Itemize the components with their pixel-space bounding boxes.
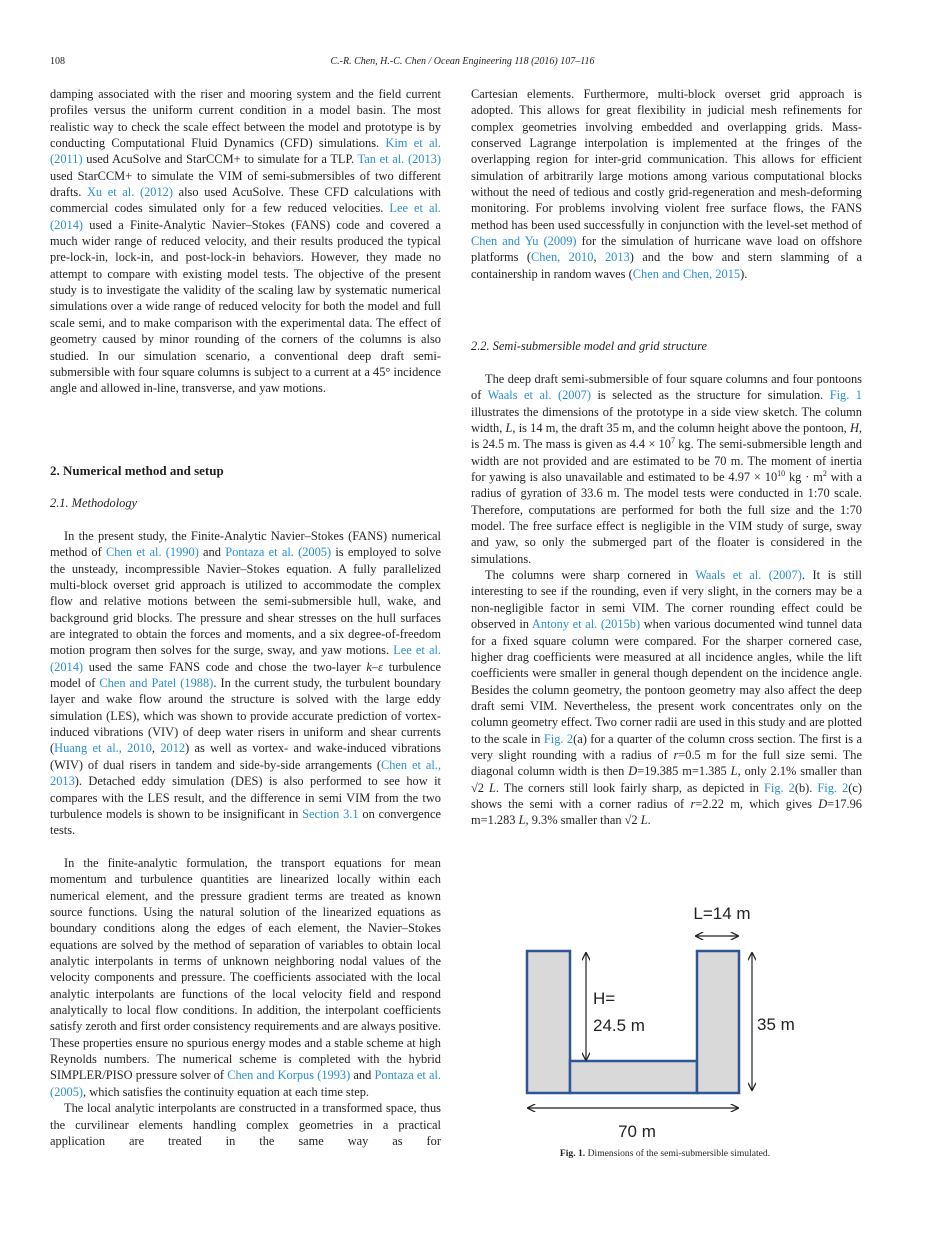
- left-column-methodology: [50, 528, 441, 839]
- math-symbol: r: [673, 747, 679, 762]
- citation-link[interactable]: Chen and Chen, 2015: [632, 266, 741, 281]
- citation-link[interactable]: Fig. 2: [543, 731, 574, 746]
- citation-link[interactable]: Chen and Korpus (1993): [227, 1068, 351, 1083]
- right-column-model: [471, 371, 862, 829]
- citation-link[interactable]: Chen et al., 2013: [50, 757, 441, 789]
- math-symbol: H: [849, 421, 859, 436]
- page-number: 108: [50, 56, 65, 67]
- citation-link[interactable]: Pontaza et al. (2005): [225, 545, 332, 560]
- citation-link[interactable]: Lee et al. (2014): [50, 201, 441, 232]
- figure-1-diagram: [500, 895, 830, 1145]
- right-column-intro: [471, 86, 862, 282]
- running-title: C.-R. Chen, H.-C. Chen / Ocean Engineering 118 (2016) 107–116: [330, 56, 595, 67]
- label-length: 70 m: [618, 1122, 656, 1141]
- math-symbol: r: [690, 796, 696, 811]
- citation-link[interactable]: Lee et al. (2014): [50, 643, 441, 674]
- paragraph: In the present study, the Finite-Analytic Navier–Stokes (FANS) numerical method of Chen et al. (1990) and Pontaza et al. (2005) is employed to solve the unsteady, incompressible Navier–Stokes equation. A fully parallelized multi-block overset grid approach is utilized to accommodate the complex flow and relative motions between the semi-submersible hull, wake, and background grid blocks. The pressure and shear stresses on the hull surfaces are integrated to obtain the forces and moments, and a six degree-of-freedom motion program then solves for the surge, sway, and yaw motions. Lee et al. (2014) used the same FANS code and chose the two-layer k–ε turbulence model of Chen and Patel (1988). In the current study, the turbulent boundary layer and wake flow around the structure is solved with the large eddy simulation (LES), which was shown to provide accurate prediction of vortex-induced vibrations (VIV) of deep water risers in uniform and shear currents (Huang et al., 2010, 2012) as well as vortex- and wake-induced vibrations (WIV) of dual risers in tandem and side-by-side arrangements (Chen et al., 2013). Detached eddy simulation (DES) is also performed to see how it compares with the LES result, and the difference in semi VIM from the two turbulence models is shown to be insignificant in Section 3.1 on convergence tests.: [50, 529, 441, 838]
- figure-caption: [500, 1148, 830, 1159]
- citation-link[interactable]: Chen et al. (1990): [105, 545, 199, 560]
- citation-link[interactable]: 2013: [604, 250, 630, 265]
- math-symbol: L: [518, 813, 526, 828]
- right-column-shape: [697, 951, 739, 1093]
- citation-link[interactable]: Huang et al., 2010: [54, 741, 152, 756]
- citation-link[interactable]: Section 3.1: [302, 806, 359, 821]
- math-symbol: D: [818, 796, 828, 811]
- citation-link[interactable]: Waals et al. (2007): [487, 388, 591, 403]
- pontoon-shape: [570, 1061, 697, 1093]
- citation-link[interactable]: Xu et al. (2012): [86, 185, 173, 200]
- label-height-1: H=: [593, 989, 616, 1008]
- caption-text: Dimensions of the semi-submersible simulated.: [585, 1148, 771, 1159]
- paragraph: damping associated with the riser and mooring system and the field current profiles versus the uniform current condition in a model basin. The most realistic way to check the scale effect between the model and prototype is by conducting Computational Fluid Dynamics (CFD) simulations. Kim et al. (2011) used AcuSolve and StarCCM+ to simulate for a TLP. Tan et al. (2013) used StarCCM+ to simulate the VIM of semi-submersibles of two different drafts. Xu et al. (2012) also used AcuSolve. These CFD calculations with commercial codes simulated only for a few reduced velocities. Lee et al. (2014) used a Finite-Analytic Navier–Stokes (FANS) code and covered a much wider range of reduced velocity, and their results produced the typical pre-lock-in, lock-in, and post-lock-in behaviors. However, they made no attempt to compare with existing model tests. The objective of the present study is to investigate the validity of the scaling law by systematic numerical simulations over a wide range of reduced velocity for both the model and full scale semi, and to make comparison with the experimental data. The effect of geometry caused by minor rounding of the corners of the columns is also studied. In our simulation scenario, a conventional deep draft semi-submersible with four square columns is subject to a current at a 45° incidence angle and allowed in-line, transverse, and yaw motions.: [50, 87, 441, 396]
- subsection-heading: 2.2. Semi-submersible model and grid structure: [471, 339, 707, 353]
- label-height-2: 24.5 m: [593, 1016, 645, 1035]
- superscript: 2: [822, 468, 827, 478]
- superscript: 7: [670, 436, 675, 446]
- citation-link[interactable]: Chen, 2010: [531, 250, 594, 265]
- citation-link[interactable]: Pontaza et al. (2005): [50, 1068, 442, 1099]
- math-symbol: L: [505, 421, 513, 436]
- left-column-shape: [527, 951, 570, 1093]
- citation-link[interactable]: Chen and Patel (1988): [99, 676, 214, 691]
- paragraph: In the finite-analytic formulation, the transport equations for mean momentum and turbulence quantities are linearized locally within each numerical element, and the pressure gradient terms are treated as known source functions. Using the natural solution of the linearized equations as boundary conditions along the edges of each element, the Navier–Stokes equations are solved by the method of separation of variables to obtain local analytic interpolants in terms of unknown neighboring nodal values of the velocity components and pressure. The coefficients associated with the local analytic interpolants are functions of the local velocity field and respond analytically to local flow conditions. In addition, the interpolant coefficients satisfy zeroth and first order consistency requirements and are always positive. These properties ensure no spurious energy modes and a stable scheme at high Reynolds numbers. The numerical scheme is completed with the hybrid SIMPLER/PISO pressure solver of Chen and Korpus (1993) and Pontaza et al. (2005), which satisfies the continuity equation at each time step.: [50, 856, 442, 1099]
- label-column-width: L=14 m: [693, 904, 751, 923]
- math-symbol: D: [628, 764, 638, 779]
- left-column-intro: [50, 86, 441, 397]
- subsection-heading: 2.1. Methodology: [50, 496, 138, 510]
- paragraph: The deep draft semi-submersible of four square columns and four pontoons of Waals et al. (2007) is selected as the structure for simulation. Fig. 1 illustrates the dimensions of the prototype in a side view sketch. The column width, L, is 14 m, the draft 35 m, and the column height above the pontoon, H, is 24.5 m. The mass is given as $4.4 \times 10^7$ kg. The semi-submersible length and width are not provided and are estimated to be 70 m. The moment of inertia for yawing is also unavailable and estimated to be $4.97 \times 10^{10}$ kg · $m^2$ with a radius of gyration of 33.6 m. The model tests were conducted in 1:70 scale. Therefore, computations are performed for both the full size and the 1:70 model. The free surface effect is negligible in the VIM study of surge, sway and yaw, so only the submerged part of the floater is considered in the simulations.: [471, 372, 862, 566]
- caption-label: Fig. 1.: [559, 1148, 586, 1159]
- paragraph: The local analytic interpolants are constructed in a transformed space, thus the curvilinear elements handling complex geometries in a practical application are treated in the same way as for: [50, 1101, 441, 1148]
- section-heading: 2. Numerical method and setup: [50, 463, 224, 478]
- left-column-formulation: [50, 855, 441, 1149]
- citation-link[interactable]: Kim et al. (2011): [50, 136, 441, 167]
- citation-link[interactable]: Antony et al. (2015b): [531, 617, 641, 632]
- citation-link[interactable]: Fig. 2: [763, 780, 795, 795]
- math-symbol: k–ε: [366, 659, 383, 674]
- paragraph: The columns were sharp cornered in Waals et al. (2007). It is still interesting to see if the rounding, even if very slight, in the corners may be a non-negligible factor in semi VIM. The corner rounding effect could be observed in Antony et al. (2015b) when various documented wind tunnel data for a fixed square column were compared. For the sharper cornered case, higher drag coefficients were measured at all incidence angles, while the lift coefficients were smaller in general though dependent on the incidence angle. Besides the column geometry, the pontoon geometry may also affect the deep draft semi VIM. Nevertheless, the present work concentrates only on the column geometry effect. Two corner radii are used in this study and are plotted to the scale in Fig. 2(a) for a quarter of the column cross section. The first is a very slight rounding with a radius of r=0.5 m for the full size semi. The diagonal column width is then D=19.385 m=1.385 L, only 2.1% smaller than √2 L. The corners still look fairly sharp, as depicted in Fig. 2(b). Fig. 2(c) shows the semi with a corner radius of r=2.22 m, which gives D=17.96 m=1.283 L, 9.3% smaller than √2 L.: [471, 568, 863, 828]
- citation-link[interactable]: Fig. 1: [829, 388, 862, 403]
- citation-link[interactable]: Tan et al. (2013): [357, 152, 441, 167]
- paragraph: Cartesian elements. Furthermore, multi-block overset grid approach is adopted. This allows for great flexibility in judicial mesh refinements for complex geometries involving embedded and overlapping grids. Mass-conserved Lagrange interpolation is implemented at the fringes of the overlapping region for inter-grid communication. This allows for efficient simulation of arbitrarily large motions among various computational blocks without the need of tedious and costly grid-regeneration and mesh-deforming monitoring. For problems involving violent free surface flows, the FANS method has been used successfully in conjunction with the level-set method of Chen and Yu (2009) for the simulation of hurricane wave load on offshore platforms (Chen, 2010, 2013) and the bow and stern slamming of a containership in random waves (Chen and Chen, 2015).: [471, 87, 863, 281]
- label-draft: 35 m: [757, 1015, 795, 1034]
- citation-link[interactable]: Fig. 2: [817, 780, 849, 795]
- math-symbol: L: [489, 780, 496, 795]
- math-symbol: L: [640, 813, 648, 828]
- superscript: 10: [777, 468, 786, 478]
- citation-link[interactable]: Chen and Yu (2009): [471, 234, 577, 249]
- citation-link[interactable]: 2012: [160, 741, 186, 756]
- math-symbol: L: [730, 764, 738, 779]
- citation-link[interactable]: Waals et al. (2007): [695, 568, 802, 583]
